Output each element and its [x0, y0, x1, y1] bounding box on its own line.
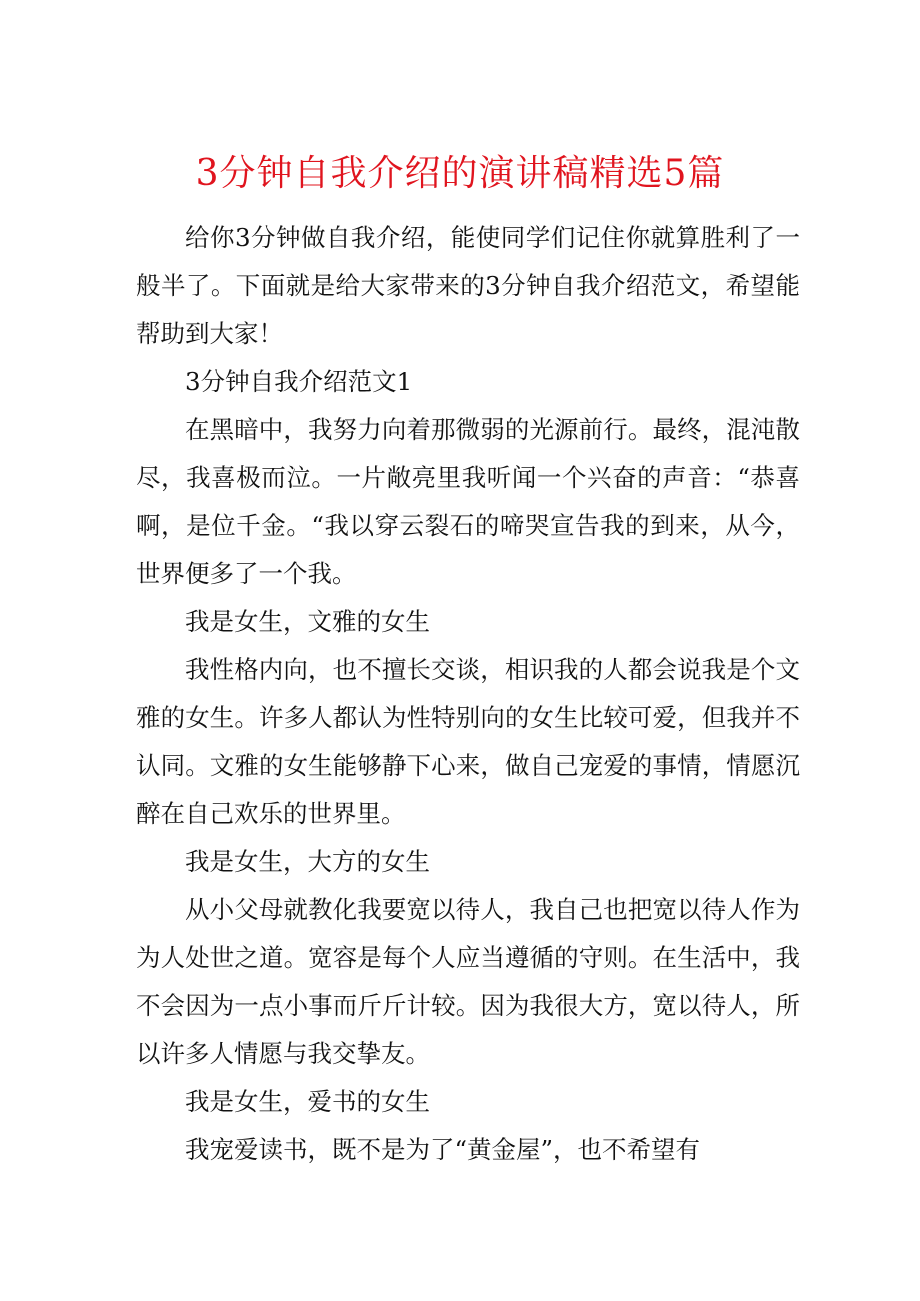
document-body — [136, 214, 800, 1174]
subheading-generous: 我是女生，大方的女生 — [185, 847, 430, 876]
intro-paragraph: 给你3分钟做自我介绍，能使同学们记住你就算胜利了一般半了。下面就是给大家带来的3分钟自我介绍范文，希望能帮助到大家！ — [136, 223, 800, 348]
document-title: 3分钟自我介绍的演讲稿精选5篇 — [195, 153, 725, 194]
subheading-book-lover: 我是女生，爱书的女生 — [185, 1087, 430, 1116]
paragraph-birth: 在黑暗中，我努力向着那微弱的光源前行。最终，混沌散尽，我喜极而泣。一片敞亮里我听闻一个兴奋的声音：“恭喜啊，是位千金。“我以穿云裂石的啼哭宣告我的到来，从今，世界便多了一个我。 — [136, 415, 800, 588]
paragraph-book-lover: 我宠爱读书，既不是为了“黄金屋”，也不希望有 — [185, 1135, 701, 1164]
paragraph-elegant: 我性格内向，也不擅长交谈，相识我的人都会说我是个文雅的女生。许多人都认为性特别向的女生比较可爱，但我并不认同。文雅的女生能够静下心来，做自己宠爱的事情，情愿沉醉在自己欢乐的世界里。 — [136, 655, 800, 828]
section-heading: 3分钟自我介绍范文1 — [185, 367, 413, 396]
subheading-elegant: 我是女生，文雅的女生 — [185, 607, 430, 636]
paragraph-generous: 从小父母就教化我要宽以待人，我自己也把宽以待人作为为人处世之道。宽容是每个人应当遵循的守则。在生活中，我不会因为一点小事而斤斤计较。因为我很大方，宽以待人，所以许多人情愿与我交挚友。 — [136, 895, 800, 1068]
